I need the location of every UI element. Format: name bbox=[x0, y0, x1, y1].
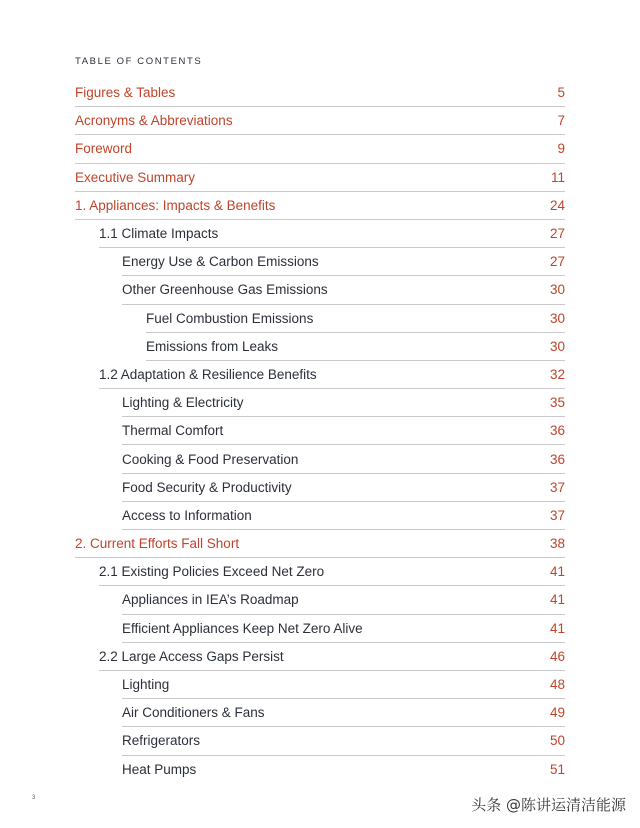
toc-entry-page: 35 bbox=[549, 395, 565, 411]
toc-entry-label: Acronyms & Abbreviations bbox=[75, 113, 233, 129]
toc-entry-lighting-electricity[interactable] bbox=[122, 389, 565, 417]
toc-entry-label: Heat Pumps bbox=[122, 762, 197, 778]
toc-entry-section-2-1[interactable] bbox=[99, 558, 565, 586]
toc-entry-label: Access to Information bbox=[122, 507, 252, 523]
toc-entry-label: Fuel Combustion Emissions bbox=[146, 310, 314, 326]
toc-entry-access-information[interactable] bbox=[122, 502, 565, 530]
toc-entry-page: 37 bbox=[549, 479, 565, 495]
toc-entry-page: 30 bbox=[549, 282, 565, 298]
toc-entry-foreword[interactable] bbox=[75, 135, 565, 163]
toc-entry-chapter-1[interactable] bbox=[75, 192, 565, 220]
toc-entry-page: 37 bbox=[549, 507, 565, 523]
toc-entry-page: 41 bbox=[549, 592, 565, 608]
toc-entry-page: 51 bbox=[549, 762, 565, 778]
toc-entry-label: Lighting & Electricity bbox=[122, 395, 244, 411]
toc-entry-label: Appliances in IEA’s Roadmap bbox=[122, 592, 299, 608]
toc-entry-emissions-leaks[interactable] bbox=[146, 333, 565, 361]
toc-entry-acronyms[interactable] bbox=[75, 107, 565, 135]
toc-entry-label: Other Greenhouse Gas Emissions bbox=[122, 282, 328, 298]
page-number: 3 bbox=[32, 795, 36, 801]
toc-entry-label: 1.2 Adaptation & Resilience Benefits bbox=[99, 366, 317, 382]
toc-entry-page: 30 bbox=[549, 338, 565, 354]
toc-entry-label: Executive Summary bbox=[75, 169, 196, 185]
toc-entry-page: 5 bbox=[557, 85, 565, 101]
toc-entry-other-ghg[interactable] bbox=[122, 276, 565, 304]
toc-entry-page: 24 bbox=[549, 197, 565, 213]
toc-entry-section-1-1[interactable] bbox=[99, 220, 565, 248]
toc-entry-chapter-2[interactable] bbox=[75, 530, 565, 558]
toc-entry-page: 41 bbox=[549, 620, 565, 636]
toc-entry-page: 9 bbox=[557, 141, 565, 157]
toc-entry-label: Energy Use & Carbon Emissions bbox=[122, 254, 319, 270]
toc-entry-lighting[interactable] bbox=[122, 671, 565, 699]
toc-entry-label: 2. Current Efforts Fall Short bbox=[75, 536, 240, 552]
toc-entry-page: 38 bbox=[549, 536, 565, 552]
toc-entry-page: 49 bbox=[549, 705, 565, 721]
toc-entry-refrigerators[interactable] bbox=[122, 727, 565, 755]
toc-entry-page: 50 bbox=[549, 733, 565, 749]
toc-entry-label: Cooking & Food Preservation bbox=[122, 451, 299, 467]
toc-entry-efficient-appliances[interactable] bbox=[122, 615, 565, 643]
toc-entry-label: Foreword bbox=[75, 141, 133, 157]
toc-heading: TABLE OF CONTENTS bbox=[75, 56, 203, 67]
toc-entry-label: Thermal Comfort bbox=[122, 423, 224, 439]
toc-entry-air-conditioners[interactable] bbox=[122, 699, 565, 727]
toc-entry-figures-tables[interactable] bbox=[75, 79, 565, 107]
toc-entry-label: 1. Appliances: Impacts & Benefits bbox=[75, 197, 276, 213]
toc-entry-label: Emissions from Leaks bbox=[146, 338, 279, 354]
toc-entry-page: 27 bbox=[549, 254, 565, 270]
toc-entry-heat-pumps[interactable] bbox=[122, 756, 565, 784]
toc-entry-page: 36 bbox=[549, 451, 565, 467]
toc-entry-page: 32 bbox=[549, 366, 565, 382]
toc-entry-page: 11 bbox=[550, 169, 565, 185]
toc-entry-thermal-comfort[interactable] bbox=[122, 417, 565, 445]
toc-entry-label: Refrigerators bbox=[122, 733, 201, 749]
toc-entry-label: Efficient Appliances Keep Net Zero Alive bbox=[122, 620, 363, 636]
toc-entry-label: Figures & Tables bbox=[75, 85, 176, 101]
toc-entry-page: 36 bbox=[549, 423, 565, 439]
toc-entry-label: Air Conditioners & Fans bbox=[122, 705, 265, 721]
toc-entry-page: 30 bbox=[549, 310, 565, 326]
toc-entry-label: Food Security & Productivity bbox=[122, 479, 292, 495]
toc-entry-page: 48 bbox=[549, 677, 565, 693]
toc-entry-food-security[interactable] bbox=[122, 474, 565, 502]
toc-entry-label: 1.1 Climate Impacts bbox=[99, 226, 219, 242]
toc-entry-page: 27 bbox=[549, 226, 565, 242]
toc-entry-section-1-2[interactable] bbox=[99, 361, 565, 389]
toc-entry-executive-summary[interactable] bbox=[75, 164, 565, 192]
toc-entry-section-2-2[interactable] bbox=[99, 643, 565, 671]
toc-entry-fuel-combustion[interactable] bbox=[146, 305, 565, 333]
toc-entry-page: 46 bbox=[549, 648, 565, 664]
toc-entry-cooking-food[interactable] bbox=[122, 445, 565, 473]
toc-list bbox=[75, 79, 565, 784]
toc-entry-label: 2.2 Large Access Gaps Persist bbox=[99, 648, 284, 664]
watermark: 头条 @陈讲运清洁能源 bbox=[471, 796, 626, 814]
toc-entry-label: 2.1 Existing Policies Exceed Net Zero bbox=[99, 564, 325, 580]
toc-entry-energy-use[interactable] bbox=[122, 248, 565, 276]
toc-entry-iea-roadmap[interactable] bbox=[122, 586, 565, 614]
toc-entry-label: Lighting bbox=[122, 677, 170, 693]
toc-entry-page: 41 bbox=[549, 564, 565, 580]
toc-entry-page: 7 bbox=[557, 113, 565, 129]
